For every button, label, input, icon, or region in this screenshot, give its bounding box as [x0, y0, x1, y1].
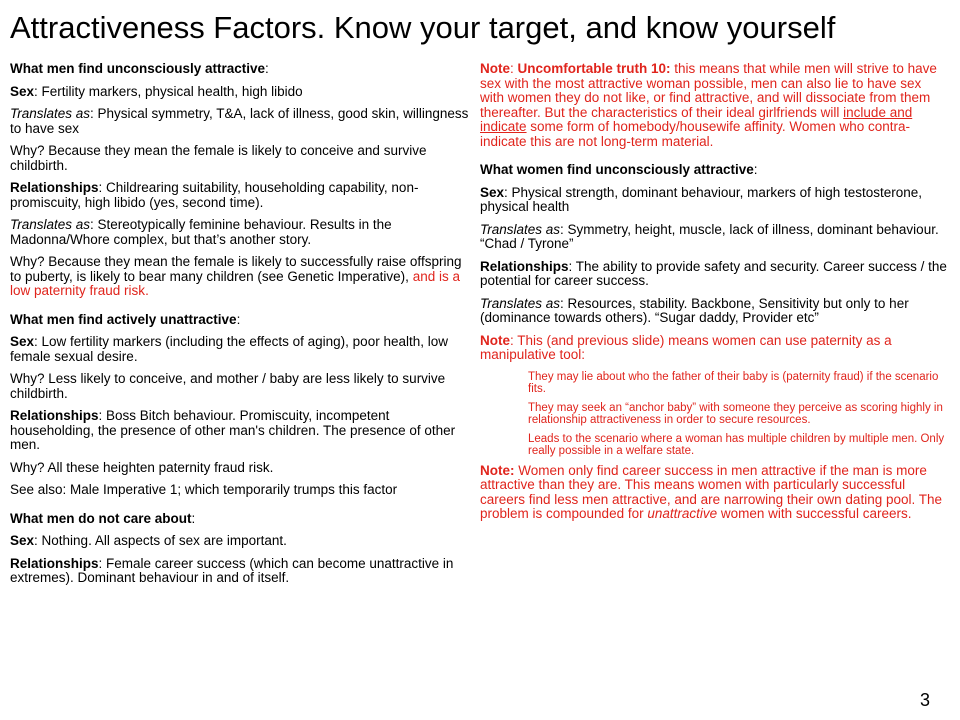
sex-text: : Low fertility markers (including the effects of aging), poor health, low female sexual desire.	[10, 334, 448, 364]
sex-label: Sex	[10, 334, 35, 349]
note-text: : This (and previous slide) means women can use paternity as a manipulative tool:	[480, 332, 892, 362]
dont-care-sex-paragraph	[10, 534, 472, 549]
note-text-end: women with successful careers.	[717, 506, 912, 521]
see-also: See also: Male Imperative 1; which temporarily trumps this factor	[10, 482, 398, 497]
women-rel-translates-paragraph	[480, 297, 948, 326]
heading-text: What men find actively unattractive	[10, 311, 237, 327]
translates-label: Translates as	[10, 217, 91, 232]
relationships-text: : Female career success (which can become unattractive in extremes). Dominant behaviour in and of itself.	[10, 555, 454, 585]
men-why-2	[10, 255, 472, 299]
note-label: Note:	[480, 462, 515, 478]
sex-label: Sex	[480, 184, 505, 200]
right-column	[480, 62, 948, 530]
translates-text: : Symmetry, height, muscle, lack of illness, dominant behaviour. “Chad / Tyrone”	[480, 221, 939, 251]
why-text: Why? Because they mean the female is likely to successfully raise offspring to puberty, is likely to bear many children (see Genetic Imperative),	[10, 254, 462, 284]
relationships-text: : Boss Bitch behaviour. Promiscuity, incompetent householding, the presence of other man's children. The presence of other men.	[10, 408, 456, 452]
relationships-label: Relationships	[10, 180, 99, 195]
translates-text: : Resources, stability. Backbone, Sensitivity but only to her (dominance towards others). “Sugar daddy, Provider etc”	[480, 295, 909, 325]
men-relationships-paragraph	[10, 181, 472, 210]
translates-label: Translates as	[480, 295, 561, 311]
translates-text: : Physical symmetry, T&A, lack of illness, good skin, willingness to have sex	[10, 106, 469, 136]
sub-point-1: They may lie about who the father of their baby is (paternity fraud) if the scenario fits.	[528, 370, 939, 395]
colon: :	[753, 162, 758, 177]
colon: :	[236, 311, 241, 327]
sub-point-3: Leads to the scenario where a woman has multiple children by multiple men. Only really possible in a welfare state.	[528, 432, 945, 457]
men-why-3: Why? Less likely to conceive, and mother / baby are less likely to survive childbirth.	[10, 371, 446, 401]
unattr-sex-paragraph	[10, 335, 472, 364]
left-column	[10, 62, 472, 594]
slide-title: Attractiveness Factors. Know your target, and know yourself	[10, 10, 836, 45]
men-why-1: Why? Because they mean the female is likely to conceive and survive childbirth.	[10, 143, 427, 173]
heading-text: What men do not care about	[10, 510, 192, 526]
women-relationships-paragraph	[480, 260, 948, 289]
why-red-text: and is a low paternity fraud risk	[10, 268, 460, 298]
sex-text: : Fertility markers, physical health, high libido	[34, 83, 303, 99]
sex-text: : Nothing. All aspects of sex are important.	[34, 533, 287, 548]
relationships-text: : Childrearing suitability, householding capability, non-promiscuity, high libido (yes, second time).	[10, 180, 419, 210]
truth-underline: include and indicate	[480, 104, 913, 134]
sub-point-2: They may seek an “anchor baby” with someone they perceive as scoring highly in relationship attractiveness in order to secure resources.	[528, 401, 943, 426]
sex-label: Sex	[10, 533, 35, 548]
relationships-label: Relationships	[10, 408, 99, 423]
women-sex-paragraph	[480, 186, 948, 215]
paternity-tool-note	[480, 334, 948, 363]
colon: :	[191, 510, 196, 526]
translates-label: Translates as	[480, 221, 561, 237]
men-sex-translates-paragraph	[10, 107, 472, 136]
heading-text: What men find unconsciously attractive	[10, 61, 266, 76]
men-dont-care-heading	[10, 512, 472, 527]
men-unattractive-heading	[10, 313, 472, 328]
note-italic: unattractive	[647, 506, 718, 521]
colon: :	[265, 61, 269, 76]
women-sex-translates-paragraph	[480, 223, 948, 252]
colon: :	[510, 61, 514, 76]
unattr-rel-paragraph	[10, 409, 472, 453]
women-heading	[480, 163, 948, 178]
note-label: Note	[480, 61, 510, 76]
heading-text: What women find unconsciously attractive	[480, 162, 754, 177]
period: .	[145, 283, 149, 298]
men-sex-paragraph	[10, 85, 472, 100]
page-number: 3	[919, 690, 930, 710]
note-label: Note	[480, 332, 510, 348]
truth-label: Uncomfortable truth 10:	[513, 61, 671, 76]
sex-label: Sex	[10, 83, 35, 99]
men-why-4: Why? All these heighten paternity fraud risk.	[10, 459, 274, 475]
note-text: Women only find career success in men attractive if the man is more attractive than they are. This means women with particularly successful careers find less men attractive, and are narrowing their own dating pool. The problem is compounded for	[480, 462, 942, 521]
relationships-label: Relationships	[480, 258, 569, 274]
translates-text: : Stereotypically feminine behaviour. Results in the Madonna/Whore complex, but that’s another story.	[10, 217, 392, 247]
career-success-note	[480, 464, 948, 522]
truth-text-end: some form of homebody/housewife affinity. Women who contra-indicate this are not long-term material.	[480, 119, 910, 149]
relationships-label: Relationships	[10, 555, 99, 571]
truth-text: this means that while men will strive to have sex with the most attractive woman possible, men can also lie to have sex with women they do not like, or find attractive, and will dissociate from them thereafter. But the characteristics of their ideal girlfriends will	[480, 61, 937, 120]
men-rel-translates-paragraph	[10, 218, 472, 247]
uncomfortable-truth-note	[480, 62, 948, 149]
sex-text: : Physical strength, dominant behaviour, markers of high testosterone, physical health	[480, 184, 923, 214]
translates-label: Translates as	[10, 106, 91, 121]
dont-care-rel-paragraph	[10, 557, 472, 586]
men-unconscious-heading	[10, 62, 472, 77]
relationships-text: : The ability to provide safety and security. Career success / the potential for career success.	[480, 258, 947, 288]
